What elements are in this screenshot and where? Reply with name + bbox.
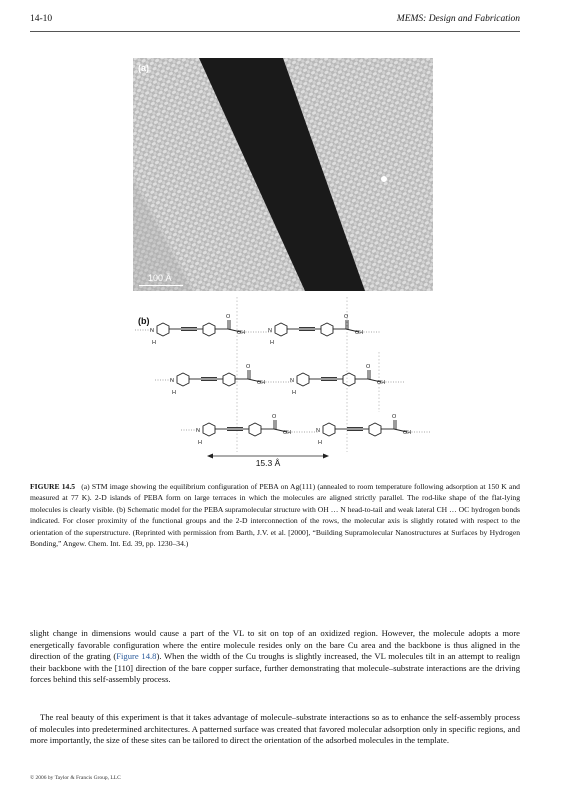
o-label: O: [226, 314, 231, 320]
n-label: N: [196, 428, 200, 434]
h-label: H: [172, 390, 176, 396]
o-label: O: [366, 364, 371, 370]
stm-image-graphic: [133, 58, 433, 291]
p1-text-b: ). When the width of the Cu troughs is slightly increased, the VL molecules tilt in an attempt to realign their backbone with the [110] direction of the bare copper surface, further demonstrating that molecule–substrate interactions are the driving forces behind this self-assembly process.: [30, 651, 521, 685]
scale-bar-label: 100 Å: [148, 273, 172, 283]
h-label: H: [198, 440, 202, 446]
h-label: H: [292, 390, 296, 396]
n-label: N: [316, 428, 320, 434]
header-rule: [30, 31, 520, 32]
h-label: H: [270, 340, 274, 346]
oh-label: OH: [257, 380, 266, 386]
copyright-footer: © 2006 by Taylor & Francis Group, LLC: [30, 775, 121, 781]
n-label: N: [150, 328, 154, 334]
book-title: MEMS: Design and Fabrication: [396, 14, 520, 24]
o-label: O: [246, 364, 251, 370]
oh-label: OH: [355, 330, 364, 336]
distance-label: 15.3 Å: [255, 458, 281, 468]
scale-bar: [139, 285, 183, 286]
running-header: [30, 14, 520, 28]
body-paragraph-2: The real beauty of this experiment is that it takes advantage of molecule–substrate interactions so as to enhance the self-assembly process of molecules into predetermined architectures. A patterned surface was created that favored molecular adsorption only in specific regions, and more importantly, the size of these sites can be tailored to direct the orientation of the adsorbed molecules in the template.: [30, 712, 520, 746]
oh-label: OH: [403, 430, 412, 436]
p1-text-a: slight change in dimensions would cause a part of the VL to sit on top of an oxidized region. However, the molecule adopts a more energetically favorable configuration where the entire molecule resides only on the bare Cu area and the backbone is thus aligned in the direction of the grating (: [30, 628, 520, 662]
oh-label: OH: [377, 380, 386, 386]
schematic-model: [133, 292, 433, 472]
n-label: N: [170, 378, 174, 384]
oh-label: OH: [237, 330, 246, 336]
stm-image: [133, 58, 433, 291]
h-label: H: [318, 440, 322, 446]
page-number: 14-10: [30, 14, 53, 24]
o-label: O: [344, 314, 349, 320]
o-label: O: [272, 414, 277, 420]
oh-label: OH: [283, 430, 292, 436]
o-label: O: [392, 414, 397, 420]
caption-text: (a) STM image showing the equilibrium configuration of PEBA on Ag(111) (annealed to room temperature following adsorption at 150 K and measured at 77 K). 2-D islands of PEBA form on large terraces in which the molecules are aligned strictly parallel. The rod-like shape of the flat-lying molecules is clearly visible. (b) Schematic model for the PEBA supramolecular structure with OH … N head-to-tail and weak lateral CH … OC hydrogen bonds indicated. For closer proximity of the functional groups and the 2-D interconnection of the rows, the molecular axis is slightly rotated with respect to the orientation of the superstructure. (Reprinted with permission from Barth, J.V. et al. [2000], “Building Supramolecular Nanostructures at Surfaces by Hydrogen Bonding,” Angew. Chem. Int. Ed. 39, pp. 1230–34.): [30, 482, 520, 549]
h-label: H: [152, 340, 156, 346]
body-paragraph-1: [30, 628, 520, 686]
schematic-graphic: [133, 292, 433, 472]
figure-caption: [30, 481, 520, 549]
n-label: N: [268, 328, 272, 334]
figure-label: FIGURE 14.5: [30, 482, 76, 491]
figure-14-8-link[interactable]: Figure 14.8: [116, 651, 157, 662]
panel-b-label: (b): [138, 316, 150, 326]
panel-a-label: (a): [138, 63, 149, 73]
n-label: N: [290, 378, 294, 384]
